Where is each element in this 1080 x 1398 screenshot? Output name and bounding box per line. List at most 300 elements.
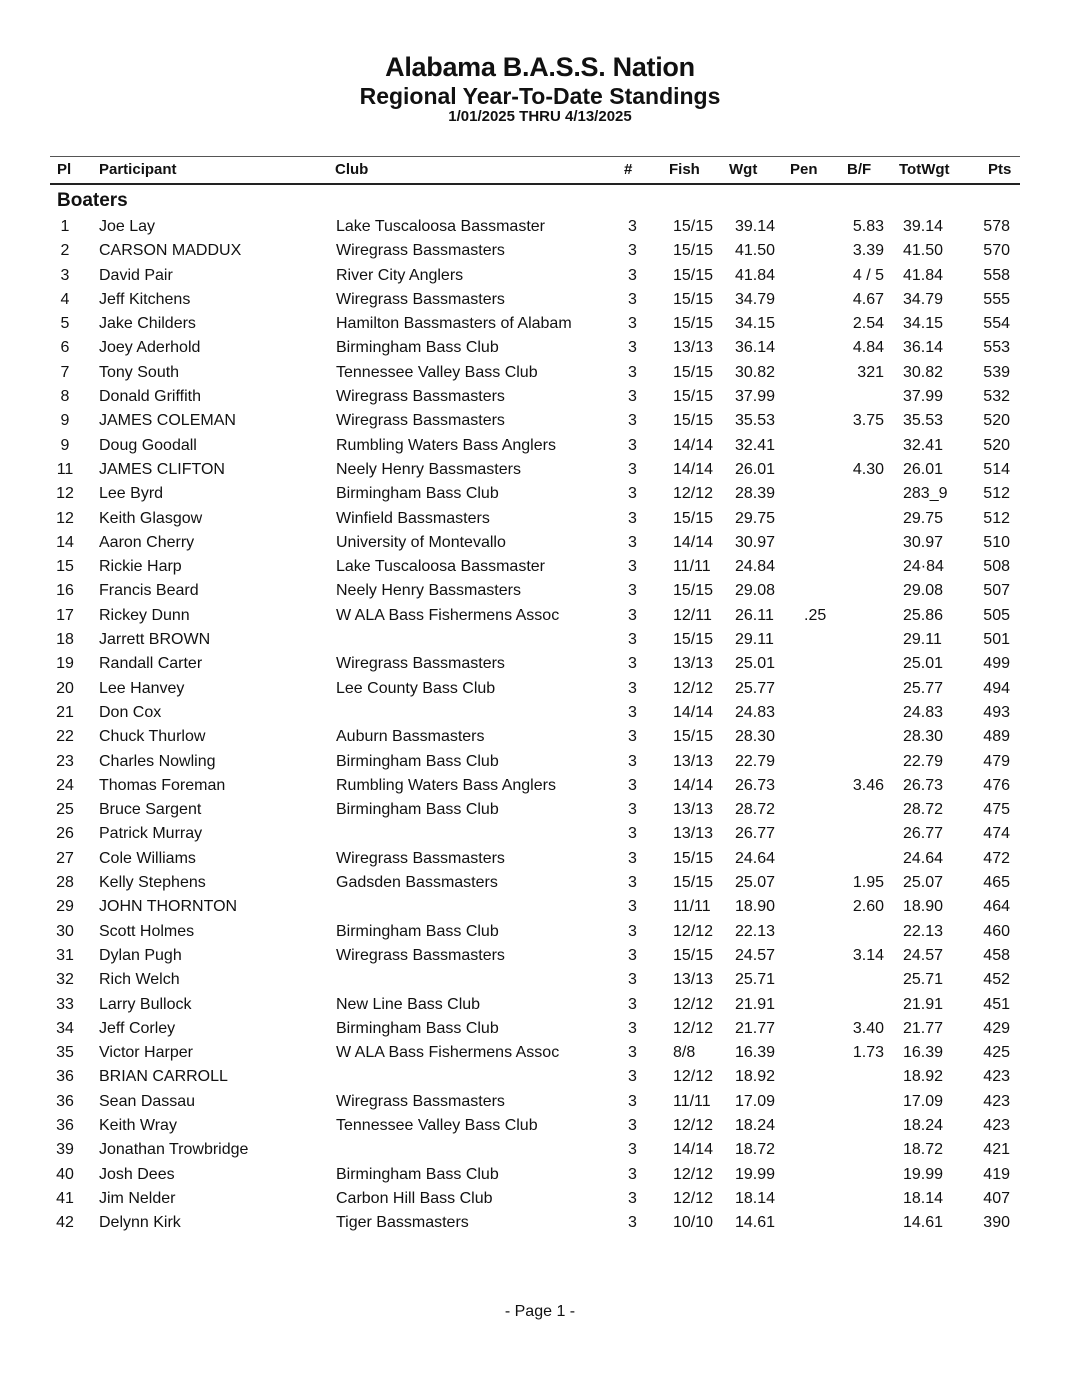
cell-participant: David Pair bbox=[99, 266, 173, 284]
cell-points: 423 bbox=[983, 1068, 1010, 1086]
cell-club: Birmingham Bass Club bbox=[336, 339, 499, 357]
cell-weight: 30.82 bbox=[735, 363, 776, 381]
cell-count: 3 bbox=[628, 558, 637, 576]
cell-count: 3 bbox=[628, 631, 637, 649]
cell-participant: Kelly Stephens bbox=[99, 874, 206, 892]
cell-weight: 22.79 bbox=[735, 752, 776, 770]
cell-place: 3 bbox=[60, 266, 70, 284]
cell-weight: 35.53 bbox=[735, 412, 776, 430]
table-row bbox=[0, 775, 1080, 799]
cell-big-fish: 3.46 bbox=[852, 776, 884, 794]
cell-total-weight: 29.11 bbox=[903, 631, 942, 649]
cell-weight: 32.41 bbox=[735, 436, 776, 454]
cell-points: 539 bbox=[983, 363, 1010, 381]
cell-count: 3 bbox=[628, 315, 637, 333]
cell-place: 23 bbox=[56, 752, 74, 770]
cell-participant: Thomas Foreman bbox=[99, 776, 226, 794]
cell-count: 3 bbox=[628, 703, 637, 721]
table-row bbox=[0, 386, 1080, 410]
col-header-points: Pts bbox=[988, 161, 1012, 178]
cell-participant: Rich Welch bbox=[99, 971, 180, 989]
cell-points: 512 bbox=[983, 509, 1010, 527]
table-row bbox=[0, 556, 1080, 580]
cell-fish: 12/12 bbox=[673, 1165, 714, 1183]
cell-fish: 13/13 bbox=[673, 655, 714, 673]
cell-points: 499 bbox=[983, 655, 1010, 673]
cell-total-weight: 32.41 bbox=[903, 436, 944, 454]
table-row bbox=[0, 823, 1080, 847]
cell-total-weight: 24.57 bbox=[903, 946, 944, 964]
cell-count: 3 bbox=[628, 971, 637, 989]
cell-points: 520 bbox=[983, 436, 1010, 454]
cell-place: 36 bbox=[56, 1068, 74, 1086]
cell-club: New Line Bass Club bbox=[336, 995, 481, 1013]
cell-place: 35 bbox=[56, 1044, 74, 1062]
cell-total-weight: 18.24 bbox=[903, 1116, 944, 1134]
col-header-club: Club bbox=[335, 161, 369, 178]
col-header-penalty: Pen bbox=[790, 161, 818, 178]
table-row bbox=[0, 362, 1080, 386]
cell-place: 32 bbox=[56, 971, 74, 989]
cell-club: Birmingham Bass Club bbox=[336, 1019, 499, 1037]
table-row bbox=[0, 896, 1080, 920]
cell-points: 558 bbox=[983, 266, 1010, 284]
cell-fish: 15/15 bbox=[673, 849, 714, 867]
col-header-fish: Fish bbox=[669, 161, 700, 178]
cell-weight: 24.57 bbox=[735, 946, 776, 964]
cell-count: 3 bbox=[628, 509, 637, 527]
cell-total-weight: 24.64 bbox=[903, 849, 944, 867]
cell-participant: Doug Goodall bbox=[99, 436, 197, 454]
cell-big-fish: 3.40 bbox=[852, 1019, 884, 1037]
cell-count: 3 bbox=[628, 460, 637, 478]
table-row bbox=[0, 1042, 1080, 1066]
cell-weight: 24.84 bbox=[735, 558, 776, 576]
cell-total-weight: 24·84 bbox=[903, 558, 944, 576]
cell-total-weight: 21.91 bbox=[903, 995, 944, 1013]
cell-club: Tennessee Valley Bass Club bbox=[336, 1116, 538, 1134]
table-row bbox=[0, 337, 1080, 361]
cell-big-fish: 2.60 bbox=[852, 898, 884, 916]
cell-points: 553 bbox=[983, 339, 1010, 357]
cell-place: 18 bbox=[56, 631, 74, 649]
table-row bbox=[0, 289, 1080, 313]
cell-participant: Lee Hanvey bbox=[99, 679, 185, 697]
cell-fish: 10/10 bbox=[673, 1214, 714, 1232]
cell-count: 3 bbox=[628, 436, 637, 454]
cell-count: 3 bbox=[628, 1214, 637, 1232]
cell-points: 429 bbox=[983, 1019, 1010, 1037]
cell-place: 9 bbox=[60, 412, 70, 430]
cell-place: 2 bbox=[60, 242, 70, 260]
cell-total-weight: 30.97 bbox=[903, 533, 944, 551]
cell-place: 11 bbox=[56, 460, 74, 478]
cell-fish: 13/13 bbox=[673, 752, 714, 770]
table-row bbox=[0, 508, 1080, 532]
cell-participant: Keith Glasgow bbox=[99, 509, 203, 527]
table-row bbox=[0, 265, 1080, 289]
cell-participant: Jim Nelder bbox=[99, 1189, 176, 1207]
cell-big-fish: 3.75 bbox=[852, 412, 884, 430]
cell-participant: Lee Byrd bbox=[99, 485, 164, 503]
cell-fish: 15/15 bbox=[673, 363, 714, 381]
cell-total-weight: 18.92 bbox=[903, 1068, 944, 1086]
table-row bbox=[0, 872, 1080, 896]
cell-weight: 18.14 bbox=[735, 1189, 776, 1207]
table-row bbox=[0, 459, 1080, 483]
cell-place: 26 bbox=[56, 825, 74, 843]
cell-place: 31 bbox=[56, 946, 74, 964]
cell-weight: 28.72 bbox=[735, 801, 776, 819]
cell-club: Wiregrass Bassmasters bbox=[336, 242, 505, 260]
cell-place: 5 bbox=[60, 315, 70, 333]
cell-place: 21 bbox=[56, 703, 74, 721]
table-row bbox=[0, 435, 1080, 459]
cell-fish: 11/11 bbox=[673, 558, 711, 576]
cell-weight: 29.08 bbox=[735, 582, 776, 600]
cell-weight: 37.99 bbox=[735, 388, 776, 406]
cell-count: 3 bbox=[628, 874, 637, 892]
table-row bbox=[0, 1188, 1080, 1212]
cell-total-weight: 25.77 bbox=[903, 679, 944, 697]
cell-participant: JOHN THORNTON bbox=[99, 898, 238, 916]
cell-points: 554 bbox=[983, 315, 1010, 333]
cell-fish: 8/8 bbox=[673, 1044, 696, 1062]
cell-fish: 12/12 bbox=[673, 1019, 714, 1037]
cell-count: 3 bbox=[628, 388, 637, 406]
cell-weight: 26.11 bbox=[735, 606, 774, 624]
cell-place: 7 bbox=[60, 363, 70, 381]
cell-club: Hamilton Bassmasters of Alabam bbox=[336, 315, 572, 333]
cell-club: Birmingham Bass Club bbox=[336, 485, 499, 503]
cell-count: 3 bbox=[628, 728, 637, 746]
cell-place: 29 bbox=[56, 898, 74, 916]
cell-club: Rumbling Waters Bass Anglers bbox=[336, 776, 556, 794]
cell-participant: Jeff Corley bbox=[99, 1019, 176, 1037]
table-row bbox=[0, 994, 1080, 1018]
cell-count: 3 bbox=[628, 752, 637, 770]
cell-place: 20 bbox=[56, 679, 74, 697]
cell-weight: 34.79 bbox=[735, 290, 776, 308]
cell-fish: 15/15 bbox=[673, 218, 714, 235]
cell-fish: 13/13 bbox=[673, 825, 714, 843]
document-title: Alabama B.A.S.S. Nation bbox=[385, 52, 695, 82]
cell-fish: 14/14 bbox=[673, 703, 714, 721]
cell-fish: 13/13 bbox=[673, 971, 714, 989]
cell-place: 36 bbox=[56, 1092, 74, 1110]
cell-points: 555 bbox=[983, 290, 1010, 308]
cell-total-weight: 41.50 bbox=[903, 242, 944, 260]
cell-fish: 15/15 bbox=[673, 631, 714, 649]
cell-total-weight: 26.73 bbox=[903, 776, 944, 794]
cell-participant: Delynn Kirk bbox=[99, 1214, 181, 1232]
cell-total-weight: 36.14 bbox=[903, 339, 944, 357]
cell-points: 493 bbox=[983, 703, 1010, 721]
table-row bbox=[0, 1018, 1080, 1042]
cell-points: 390 bbox=[983, 1214, 1010, 1232]
cell-weight: 22.13 bbox=[735, 922, 776, 940]
cell-club: W ALA Bass Fishermens Assoc bbox=[336, 1044, 560, 1062]
cell-weight: 24.64 bbox=[735, 849, 776, 867]
document-subtitle: Regional Year-To-Date Standings bbox=[359, 83, 721, 109]
cell-count: 3 bbox=[628, 485, 637, 503]
table-row bbox=[0, 532, 1080, 556]
table-row bbox=[0, 653, 1080, 677]
cell-place: 4 bbox=[60, 290, 70, 308]
cell-participant: Randall Carter bbox=[99, 655, 203, 673]
cell-weight: 41.84 bbox=[735, 266, 776, 284]
cell-weight: 26.77 bbox=[735, 825, 776, 843]
cell-fish: 12/12 bbox=[673, 1189, 714, 1207]
cell-total-weight: 29.08 bbox=[903, 582, 944, 600]
cell-fish: 12/12 bbox=[673, 995, 714, 1013]
cell-participant: Jake Childers bbox=[99, 315, 196, 333]
cell-place: 12 bbox=[56, 509, 74, 527]
table-row bbox=[0, 799, 1080, 823]
col-header-place: Pl bbox=[57, 161, 72, 178]
cell-place: 40 bbox=[56, 1165, 74, 1183]
cell-weight: 39.14 bbox=[735, 218, 776, 235]
cell-total-weight: 41.84 bbox=[903, 266, 944, 284]
cell-participant: Jonathan Trowbridge bbox=[99, 1141, 249, 1159]
col-header-weight: Wgt bbox=[729, 161, 758, 178]
cell-weight: 25.01 bbox=[735, 655, 776, 673]
cell-club: River City Anglers bbox=[336, 266, 464, 284]
cell-place: 36 bbox=[56, 1116, 74, 1134]
cell-points: 489 bbox=[983, 728, 1010, 746]
cell-participant: Jarrett BROWN bbox=[99, 631, 211, 649]
cell-total-weight: 28.30 bbox=[903, 728, 944, 746]
cell-weight: 18.24 bbox=[735, 1116, 776, 1134]
cell-place: 30 bbox=[56, 922, 74, 940]
cell-points: 464 bbox=[983, 898, 1010, 916]
cell-participant: Joey Aderhold bbox=[99, 339, 201, 357]
table-row bbox=[0, 313, 1080, 337]
cell-participant: Rickey Dunn bbox=[99, 606, 190, 624]
cell-count: 3 bbox=[628, 801, 637, 819]
cell-total-weight: 283_9 bbox=[903, 485, 948, 503]
cell-participant: Chuck Thurlow bbox=[99, 728, 206, 746]
cell-total-weight: 18.72 bbox=[903, 1141, 944, 1159]
cell-points: 532 bbox=[983, 388, 1010, 406]
cell-participant: Donald Griffith bbox=[99, 388, 201, 406]
cell-total-weight: 25.86 bbox=[903, 606, 944, 624]
cell-points: 479 bbox=[983, 752, 1010, 770]
cell-count: 3 bbox=[628, 339, 637, 357]
cell-total-weight: 25.71 bbox=[903, 971, 944, 989]
cell-count: 3 bbox=[628, 1116, 637, 1134]
table-row bbox=[0, 580, 1080, 604]
table-row bbox=[0, 969, 1080, 993]
cell-points: 514 bbox=[983, 460, 1010, 478]
cell-fish: 12/12 bbox=[673, 922, 714, 940]
cell-place: 25 bbox=[56, 801, 74, 819]
document-header bbox=[0, 52, 1080, 125]
cell-club: Lake Tuscaloosa Bassmaster bbox=[336, 558, 545, 576]
cell-total-weight: 24.83 bbox=[903, 703, 944, 721]
table-row bbox=[0, 483, 1080, 507]
cell-count: 3 bbox=[628, 898, 637, 916]
section-label-boaters: Boaters bbox=[57, 190, 128, 211]
cell-participant: Keith Wray bbox=[99, 1116, 177, 1134]
cell-place: 12 bbox=[56, 485, 74, 503]
table-row bbox=[0, 848, 1080, 872]
cell-points: 465 bbox=[983, 874, 1010, 892]
cell-weight: 18.72 bbox=[735, 1141, 776, 1159]
cell-club: Rumbling Waters Bass Anglers bbox=[336, 436, 556, 454]
cell-big-fish: 5.83 bbox=[852, 218, 884, 235]
cell-count: 3 bbox=[628, 825, 637, 843]
table-row bbox=[0, 945, 1080, 969]
cell-club: Lake Tuscaloosa Bassmaster bbox=[336, 218, 545, 235]
cell-weight: 25.77 bbox=[735, 679, 776, 697]
cell-weight: 36.14 bbox=[735, 339, 776, 357]
cell-total-weight: 29.75 bbox=[903, 509, 944, 527]
cell-participant: Larry Bullock bbox=[99, 995, 192, 1013]
cell-points: 458 bbox=[983, 946, 1010, 964]
cell-participant: Rickie Harp bbox=[99, 558, 182, 576]
table-row bbox=[0, 726, 1080, 750]
cell-club: Lee County Bass Club bbox=[336, 679, 496, 697]
cell-club: University of Montevallo bbox=[336, 533, 506, 551]
cell-big-fish: 4.30 bbox=[852, 460, 884, 478]
cell-penalty: .25 bbox=[804, 606, 827, 624]
cell-big-fish: 321 bbox=[857, 363, 884, 381]
cell-club: Wiregrass Bassmasters bbox=[336, 655, 505, 673]
cell-count: 3 bbox=[628, 679, 637, 697]
cell-participant: Scott Holmes bbox=[99, 922, 195, 940]
cell-total-weight: 18.14 bbox=[903, 1189, 944, 1207]
cell-place: 14 bbox=[56, 533, 74, 551]
cell-fish: 15/15 bbox=[673, 874, 714, 892]
cell-club: Birmingham Bass Club bbox=[336, 922, 499, 940]
cell-total-weight: 25.01 bbox=[903, 655, 944, 673]
cell-total-weight: 37.99 bbox=[903, 388, 944, 406]
cell-count: 3 bbox=[628, 582, 637, 600]
cell-big-fish: 2.54 bbox=[852, 315, 884, 333]
cell-total-weight: 17.09 bbox=[903, 1092, 944, 1110]
cell-total-weight: 26.01 bbox=[903, 460, 944, 478]
cell-fish: 15/15 bbox=[673, 728, 714, 746]
cell-place: 41 bbox=[56, 1189, 74, 1207]
cell-total-weight: 25.07 bbox=[903, 874, 944, 892]
table-row bbox=[0, 410, 1080, 434]
cell-weight: 41.50 bbox=[735, 242, 776, 260]
cell-place: 34 bbox=[56, 1019, 74, 1037]
cell-points: 570 bbox=[983, 242, 1010, 260]
cell-total-weight: 22.79 bbox=[903, 752, 944, 770]
cell-weight: 17.09 bbox=[735, 1092, 776, 1110]
cell-points: 421 bbox=[983, 1141, 1010, 1159]
cell-participant: Joe Lay bbox=[99, 218, 156, 235]
cell-fish: 15/15 bbox=[673, 242, 714, 260]
cell-place: 27 bbox=[56, 849, 74, 867]
cell-club: Birmingham Bass Club bbox=[336, 801, 499, 819]
table-row bbox=[0, 702, 1080, 726]
cell-count: 3 bbox=[628, 242, 637, 260]
cell-participant: CARSON MADDUX bbox=[99, 242, 242, 260]
cell-club: Wiregrass Bassmasters bbox=[336, 849, 505, 867]
cell-participant: Patrick Murray bbox=[99, 825, 203, 843]
cell-club: Neely Henry Bassmasters bbox=[336, 582, 521, 600]
cell-points: 507 bbox=[983, 582, 1010, 600]
cell-club: Wiregrass Bassmasters bbox=[336, 946, 505, 964]
cell-count: 3 bbox=[628, 363, 637, 381]
cell-points: 494 bbox=[983, 679, 1010, 697]
table-row bbox=[0, 1139, 1080, 1163]
cell-place: 8 bbox=[60, 388, 70, 406]
cell-count: 3 bbox=[628, 1092, 637, 1110]
cell-total-weight: 22.13 bbox=[903, 922, 944, 940]
cell-weight: 25.71 bbox=[735, 971, 776, 989]
cell-weight: 34.15 bbox=[735, 315, 776, 333]
cell-fish: 15/15 bbox=[673, 509, 714, 527]
cell-place: 15 bbox=[56, 558, 74, 576]
cell-count: 3 bbox=[628, 1068, 637, 1086]
cell-count: 3 bbox=[628, 922, 637, 940]
cell-points: 510 bbox=[983, 533, 1010, 551]
standings-table-body bbox=[0, 216, 1080, 1236]
cell-club: Carbon Hill Bass Club bbox=[336, 1189, 493, 1207]
table-row bbox=[0, 751, 1080, 775]
cell-points: 423 bbox=[983, 1116, 1010, 1134]
cell-place: 22 bbox=[56, 728, 74, 746]
cell-points: 451 bbox=[983, 995, 1010, 1013]
cell-points: 475 bbox=[983, 801, 1010, 819]
cell-points: 508 bbox=[983, 558, 1010, 576]
cell-count: 3 bbox=[628, 606, 637, 624]
cell-weight: 18.90 bbox=[735, 898, 776, 916]
table-row bbox=[0, 605, 1080, 629]
cell-fish: 15/15 bbox=[673, 388, 714, 406]
cell-weight: 29.11 bbox=[735, 631, 774, 649]
cell-points: 460 bbox=[983, 922, 1010, 940]
cell-fish: 15/15 bbox=[673, 582, 714, 600]
cell-count: 3 bbox=[628, 412, 637, 430]
cell-club: Wiregrass Bassmasters bbox=[336, 412, 505, 430]
cell-points: 520 bbox=[983, 412, 1010, 430]
cell-total-weight: 34.15 bbox=[903, 315, 944, 333]
table-row bbox=[0, 678, 1080, 702]
standings-table-header bbox=[50, 156, 1020, 185]
cell-points: 407 bbox=[983, 1189, 1010, 1207]
cell-club: Birmingham Bass Club bbox=[336, 752, 499, 770]
cell-points: 476 bbox=[983, 776, 1010, 794]
cell-count: 3 bbox=[628, 946, 637, 964]
cell-weight: 14.61 bbox=[735, 1214, 776, 1232]
cell-fish: 14/14 bbox=[673, 436, 714, 454]
cell-place: 17 bbox=[56, 606, 74, 624]
cell-weight: 26.01 bbox=[735, 460, 776, 478]
cell-big-fish: 1.95 bbox=[852, 874, 884, 892]
cell-participant: Dylan Pugh bbox=[99, 946, 182, 964]
cell-club: Tiger Bassmasters bbox=[336, 1214, 469, 1232]
cell-fish: 14/14 bbox=[673, 460, 714, 478]
table-row bbox=[0, 629, 1080, 653]
cell-points: 423 bbox=[983, 1092, 1010, 1110]
cell-place: 24 bbox=[56, 776, 74, 794]
table-row bbox=[0, 921, 1080, 945]
cell-total-weight: 39.14 bbox=[903, 218, 944, 235]
cell-weight: 16.39 bbox=[735, 1044, 776, 1062]
cell-club: Gadsden Bassmasters bbox=[336, 874, 498, 892]
cell-fish: 15/15 bbox=[673, 412, 714, 430]
cell-place: 9 bbox=[60, 436, 70, 454]
cell-weight: 29.75 bbox=[735, 509, 776, 527]
cell-fish: 14/14 bbox=[673, 1141, 714, 1159]
date-range: 1/01/2025 THRU 4/13/2025 bbox=[448, 108, 632, 125]
cell-place: 1 bbox=[60, 218, 70, 235]
